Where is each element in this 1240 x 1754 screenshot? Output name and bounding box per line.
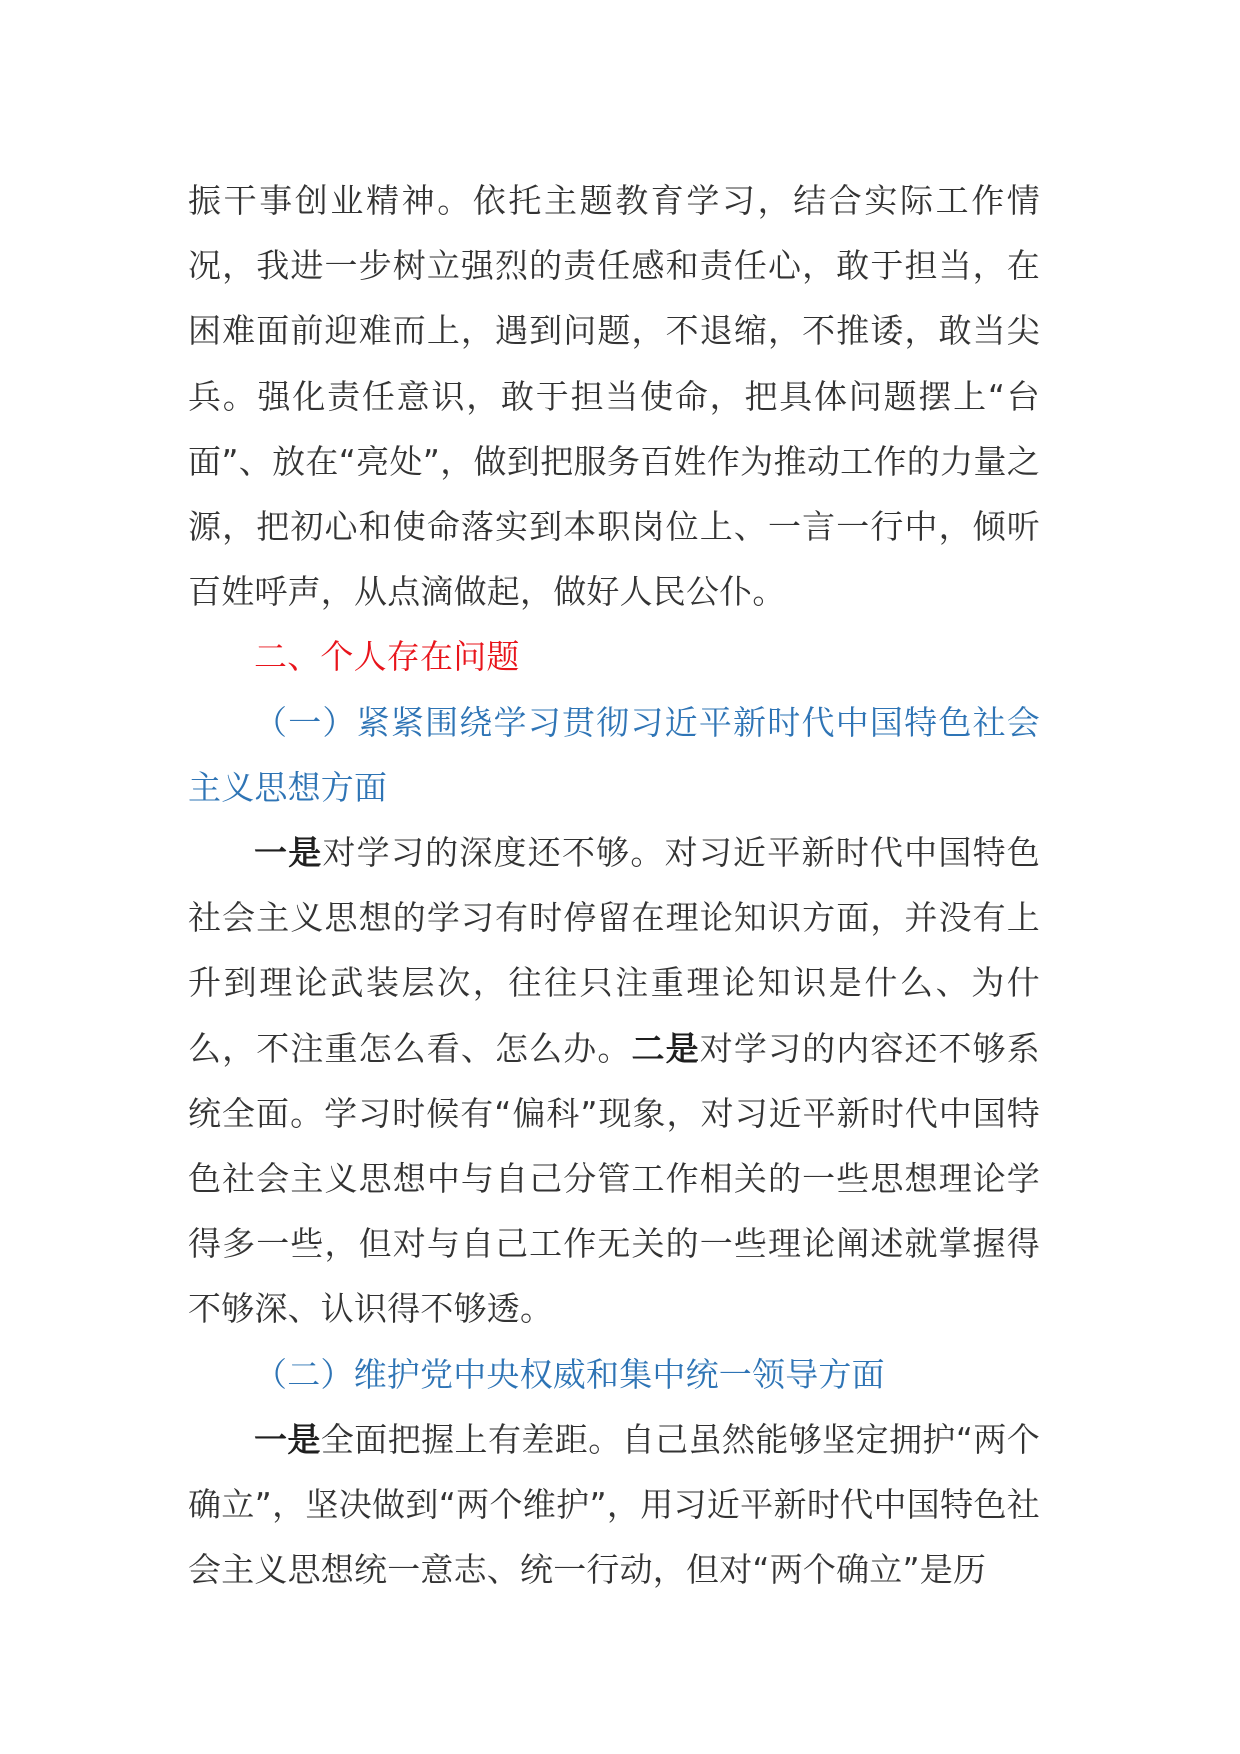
lead-label: 二是: [631, 1028, 700, 1068]
lead-label: 一是: [254, 833, 323, 873]
paragraph-text: 对学习的深度还不够。对习近平新时代中国特色社会主义思想的学习有时停留在理论知识方面，并没有上升到理论武装层次，往往只注重理论知识是什么、为什么，不注重怎么看、怎么办。: [188, 833, 1040, 1068]
section-heading: 二、个人存在问题: [254, 637, 520, 677]
paragraph-text: 全面把握上有差距。自己虽然能够坚定拥护“两个确立”，坚决做到“两个维护”，用习近平新时代中国特色社会主义思想统一意志、统一行动，但对“两个确立”是历: [188, 1419, 1040, 1590]
subsection-heading: （一）紧紧围绕学习贯彻习近平新时代中国特色社会主义思想方面: [188, 702, 1040, 807]
body-paragraph: [188, 820, 1040, 1342]
subsection-heading: （二）维护党中央权威和集中统一领导方面: [254, 1354, 885, 1394]
lead-label: 一是: [254, 1419, 321, 1459]
document-page: [188, 168, 1040, 1602]
body-paragraph: 振干事创业精神。依托主题教育学习，结合实际工作情况，我进一步树立强烈的责任感和责任心，敢于担当，在困难面前迎难而上，遇到问题，不退缩，不推诿，敢当尖兵。强化责任意识，敢于担当使命，把具体问题摆上“台面”、放在“亮处”，做到把服务百姓作为推动工作的力量之源，把初心和使命落实到本职岗位上、一言一行中，倾听百姓呼声，从点滴做起，做好人民公仆。: [188, 181, 1040, 612]
body-paragraph: [188, 1407, 1040, 1603]
paragraph-text: 对学习的内容还不够系统全面。学习时候有“偏科”现象，对习近平新时代中国特色社会主义思想中与自己分管工作相关的一些思想理论学得多一些，但对与自己工作无关的一些理论阐述就掌握得不够深、认识得不够透。: [188, 1028, 1040, 1329]
